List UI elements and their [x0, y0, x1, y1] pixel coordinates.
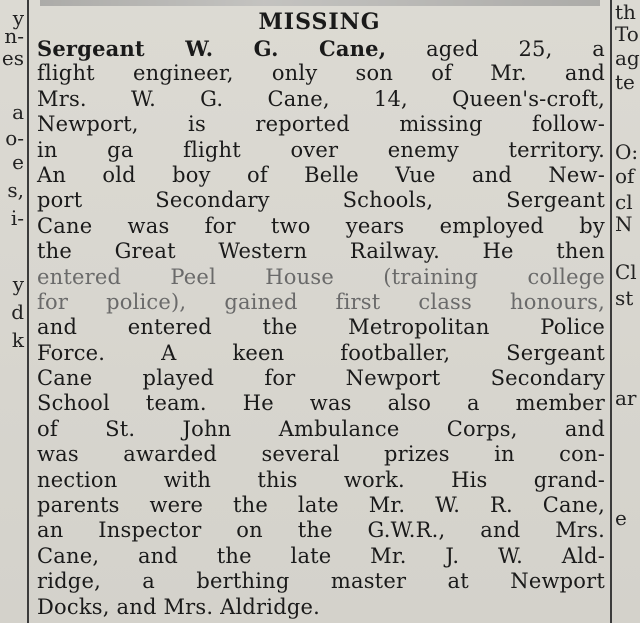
article-lead-name: Sergeant W. G. Cane, — [37, 36, 387, 61]
article-line: School team. He was also a member — [37, 391, 605, 416]
article-body — [37, 36, 605, 620]
article-line: Force. A keen footballer, Sergeant — [37, 340, 605, 365]
article-line: Cane was for two years employed by — [37, 213, 605, 238]
article-line: An old boy of Belle Vue and New- — [37, 162, 605, 187]
left-fragment: o- — [5, 126, 24, 150]
article-line: Cane, and the late Mr. J. W. Ald- — [37, 543, 605, 568]
right-fragment: of — [615, 164, 635, 188]
left-fragment: y — [12, 6, 24, 30]
right-fragment: te — [615, 70, 635, 94]
right-fragment: st — [615, 286, 634, 310]
article-line-first — [37, 36, 605, 61]
left-fragment: n- — [4, 24, 24, 48]
article-line: ridge, a berthing master at Newport — [37, 569, 605, 594]
left-fragment: a — [12, 100, 24, 124]
article-line: entered Peel House (training college — [37, 264, 605, 289]
right-fragment: th — [615, 0, 636, 24]
article-line: flight engineer, only son of Mr. and — [37, 61, 605, 86]
right-fragment: O: — [615, 140, 639, 164]
article-line: an Inspector on the G.W.R., and Mrs. — [37, 518, 605, 543]
right-fragment: To — [615, 22, 639, 46]
right-fragment: cl — [615, 190, 633, 214]
right-fragment: e — [615, 506, 627, 530]
left-fragment: y — [12, 272, 24, 296]
left-fragment: es — [1, 46, 24, 70]
article-line-last: Docks, and Mrs. Aldridge. — [37, 594, 320, 619]
article-line: in ga flight over enemy territory. — [37, 137, 605, 162]
right-fragment: N — [615, 212, 633, 236]
article-line: and entered the Metropolitan Police — [37, 315, 605, 340]
article-heading: MISSING — [258, 9, 381, 35]
article-line: the Great Western Railway. He then — [37, 239, 605, 264]
left-fragment: i- — [10, 206, 24, 230]
right-fragment: ag — [615, 46, 640, 70]
article-lead-rest: aged 25, a — [426, 37, 605, 61]
article-line: parents were the late Mr. W. R. Cane, — [37, 493, 605, 518]
article-line: port Secondary Schools, Sergeant — [37, 188, 605, 213]
adjacent-column-right — [613, 0, 640, 623]
article-line: Mrs. W. G. Cane, 14, Queen's-croft, — [37, 86, 605, 111]
adjacent-column-left — [0, 0, 26, 623]
article-line: Cane played for Newport Secondary — [37, 366, 605, 391]
left-fragment: d — [11, 300, 24, 324]
left-fragment: k — [11, 328, 24, 352]
article-line: of St. John Ambulance Corps, and — [37, 416, 605, 441]
article-line: Newport, is reported missing follow- — [37, 112, 605, 137]
article-line: for police), gained first class honours, — [37, 289, 605, 314]
column-rule-right — [610, 0, 612, 623]
article-line: was awarded several prizes in con- — [37, 442, 605, 467]
heading-rule — [40, 0, 600, 6]
right-fragment: Cl — [615, 260, 637, 284]
right-fragment: ar — [615, 386, 637, 410]
left-fragment: s, — [7, 178, 24, 202]
article-line: nection with this work. His grand- — [37, 467, 605, 492]
left-fragment: e — [12, 150, 24, 174]
column-rule-left — [27, 0, 29, 623]
